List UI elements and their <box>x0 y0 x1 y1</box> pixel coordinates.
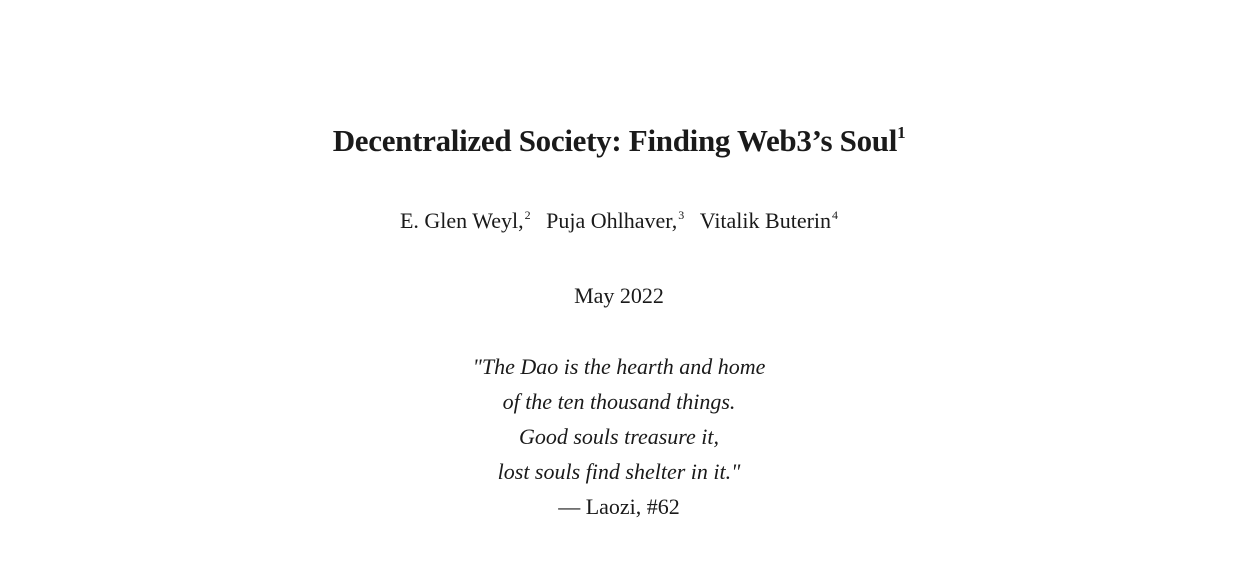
author-name: Puja Ohlhaver, <box>546 208 678 233</box>
epigraph-attribution: — Laozi, #62 <box>558 494 680 519</box>
author <box>400 205 531 237</box>
epigraph-line: Good souls treasure it, <box>518 424 720 449</box>
author-footnote-marker[interactable]: 3 <box>678 208 685 222</box>
paper-title <box>0 121 1234 161</box>
epigraph-line: lost souls find shelter in it." <box>497 459 741 484</box>
author-footnote-marker[interactable]: 4 <box>832 208 839 222</box>
epigraph-line: "The Dao is the hearth and home <box>472 354 766 379</box>
author-footnote-marker[interactable]: 2 <box>524 208 531 222</box>
title-footnote-marker[interactable]: 1 <box>897 123 906 142</box>
publication-date: May 2022 <box>574 283 664 308</box>
author-list <box>0 205 1234 237</box>
paper-title-text: Decentralized Society: Finding Web3’s Soul <box>332 123 898 158</box>
author <box>546 205 684 237</box>
author <box>700 205 838 237</box>
epigraph <box>0 349 1234 524</box>
author-name: E. Glen Weyl, <box>399 208 524 233</box>
epigraph-line: of the ten thousand things. <box>502 389 736 414</box>
author-name: Vitalik Buterin <box>699 208 832 233</box>
